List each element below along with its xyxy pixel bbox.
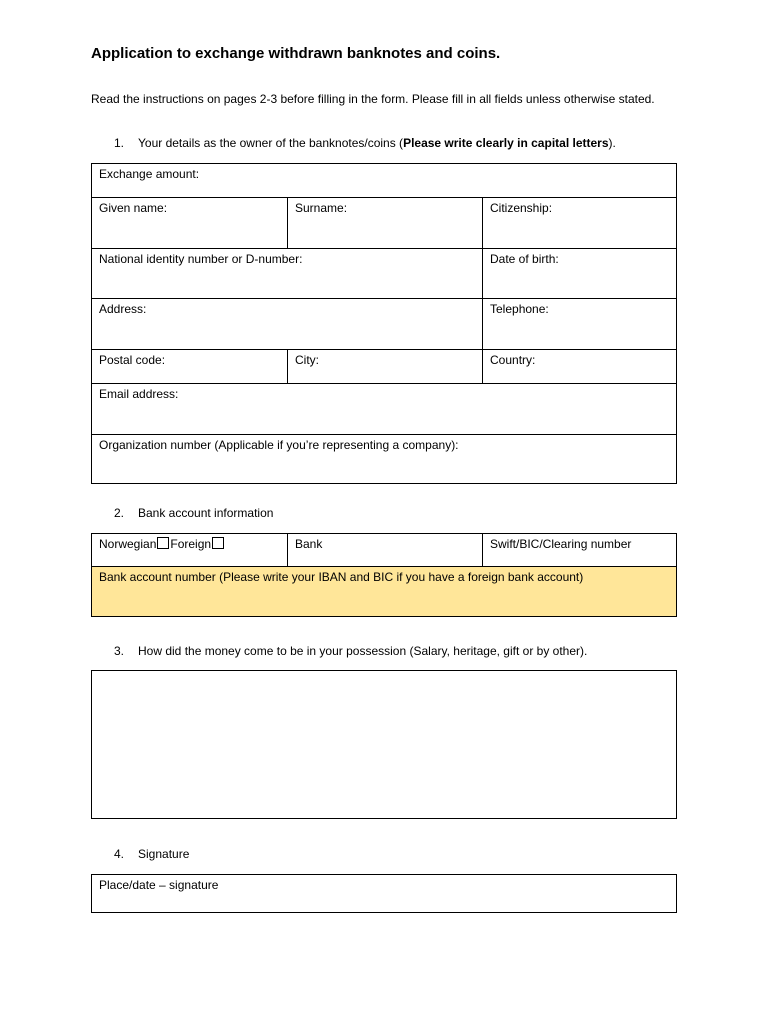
surname-field[interactable] bbox=[287, 198, 482, 248]
field-label: Surname: bbox=[295, 201, 348, 215]
bank-field[interactable] bbox=[287, 534, 482, 566]
signature-table bbox=[91, 874, 677, 913]
foreign-checkbox[interactable] bbox=[212, 537, 224, 549]
exchange-amount-field[interactable] bbox=[92, 164, 676, 197]
organization-number-field[interactable] bbox=[92, 435, 676, 483]
address-field[interactable] bbox=[92, 299, 482, 349]
field-label: Date of birth: bbox=[490, 252, 559, 266]
field-label: Given name: bbox=[99, 201, 168, 215]
national-id-field[interactable] bbox=[92, 249, 482, 298]
field-label: Telephone: bbox=[490, 302, 549, 316]
city-field[interactable] bbox=[287, 350, 482, 383]
bank-account-table bbox=[91, 533, 677, 617]
telephone-field[interactable] bbox=[482, 299, 676, 349]
form-title: Application to exchange withdrawn banknotes and coins. bbox=[91, 45, 501, 62]
section-text-end: ). bbox=[608, 136, 616, 150]
money-origin-box[interactable] bbox=[91, 670, 677, 819]
section-number: 2. bbox=[114, 506, 125, 520]
section-4-heading bbox=[114, 847, 189, 861]
section-text: How did the money come to be in your possession (Salary, heritage, gift or by other). bbox=[138, 644, 588, 658]
owner-details-table bbox=[91, 163, 677, 484]
section-3-heading bbox=[114, 644, 587, 658]
section-number: 4. bbox=[114, 847, 125, 861]
section-emphasis: Please write clearly in capital letters bbox=[403, 136, 609, 150]
field-label: Bank bbox=[295, 537, 323, 551]
section-2-heading bbox=[114, 506, 273, 520]
form-instructions: Read the instructions on pages 2-3 before filling in the form. Please fill in all fields unless otherwise stated. bbox=[91, 92, 655, 106]
date-of-birth-field[interactable] bbox=[482, 249, 676, 298]
account-type-field bbox=[92, 534, 287, 566]
field-label: Email address: bbox=[99, 387, 179, 401]
section-text: Signature bbox=[138, 847, 190, 861]
section-text: Your details as the owner of the banknotes/coins ( bbox=[138, 136, 404, 150]
section-text: Bank account information bbox=[138, 506, 274, 520]
citizenship-field[interactable] bbox=[482, 198, 676, 248]
field-label: National identity number or D-number: bbox=[99, 252, 303, 266]
field-label: Bank account number (Please write your IBAN and BIC if you have a foreign bank account) bbox=[99, 570, 584, 584]
field-label: Country: bbox=[490, 353, 536, 367]
field-label: Address: bbox=[99, 302, 147, 316]
foreign-label: Foreign bbox=[170, 537, 212, 551]
field-label: Citizenship: bbox=[490, 201, 553, 215]
field-label: City: bbox=[295, 353, 319, 367]
field-label: Postal code: bbox=[99, 353, 166, 367]
email-field[interactable] bbox=[92, 384, 676, 434]
section-number: 1. bbox=[114, 136, 125, 150]
country-field[interactable] bbox=[482, 350, 676, 383]
norwegian-checkbox[interactable] bbox=[157, 537, 169, 549]
section-1-heading bbox=[114, 136, 616, 150]
section-number: 3. bbox=[114, 644, 125, 658]
field-label: Exchange amount: bbox=[99, 167, 200, 181]
field-label: Place/date – signature bbox=[99, 878, 219, 892]
field-label: Swift/BIC/Clearing number bbox=[490, 537, 632, 551]
swift-field[interactable] bbox=[482, 534, 676, 566]
norwegian-label: Norwegian bbox=[99, 537, 157, 551]
given-name-field[interactable] bbox=[92, 198, 287, 248]
postal-code-field[interactable] bbox=[92, 350, 287, 383]
bank-account-number-field[interactable] bbox=[92, 567, 676, 616]
field-label: Organization number (Applicable if you’re representing a company): bbox=[99, 438, 459, 452]
signature-field[interactable] bbox=[92, 875, 676, 912]
